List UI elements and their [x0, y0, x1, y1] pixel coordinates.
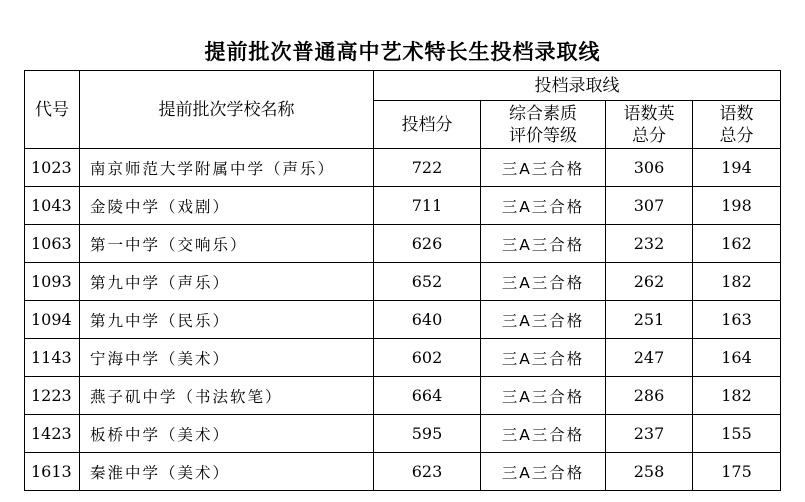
cell-code: 1094 — [25, 301, 80, 339]
cell-yw-total: 155 — [693, 415, 781, 453]
cell-code: 1023 — [25, 149, 80, 187]
cell-code: 1423 — [25, 415, 80, 453]
cell-quality-rating: 三A三合格 — [481, 187, 606, 225]
cell-school-name: 燕子矶中学（书法软笔） — [80, 377, 374, 415]
header-ywy-line1: 语数英 — [623, 103, 675, 124]
table-row — [25, 187, 781, 225]
cell-code: 1093 — [25, 263, 80, 301]
cell-yw-total: 162 — [693, 225, 781, 263]
cell-school-name: 第九中学（民乐） — [80, 301, 374, 339]
cell-ywy-total: 262 — [606, 263, 693, 301]
table-row — [25, 339, 781, 377]
admission-score-table — [24, 70, 781, 491]
cell-school-name: 第一中学（交响乐） — [80, 225, 374, 263]
page-title: 提前批次普通高中艺术特长生投档录取线 — [204, 40, 601, 64]
cell-code: 1613 — [25, 453, 80, 491]
cell-score: 623 — [374, 453, 481, 491]
table-row — [25, 149, 781, 187]
cell-ywy-total: 286 — [606, 377, 693, 415]
cell-yw-total: 182 — [693, 263, 781, 301]
cell-score: 595 — [374, 415, 481, 453]
cell-school-name: 南京师范大学附属中学（声乐） — [80, 149, 374, 187]
cell-score: 652 — [374, 263, 481, 301]
cell-school-name: 宁海中学（美术） — [80, 339, 374, 377]
cell-quality-rating: 三A三合格 — [481, 301, 606, 339]
cell-code: 1043 — [25, 187, 80, 225]
cell-school-name: 第九中学（声乐） — [80, 263, 374, 301]
table-body — [25, 149, 781, 491]
cell-score: 640 — [374, 301, 481, 339]
cell-quality-rating: 三A三合格 — [481, 263, 606, 301]
cell-code: 1223 — [25, 377, 80, 415]
header-quality-line1: 综合素质 — [509, 103, 577, 124]
cell-code: 1143 — [25, 339, 80, 377]
cell-yw-total: 163 — [693, 301, 781, 339]
cell-quality-rating: 三A三合格 — [481, 225, 606, 263]
cell-score: 602 — [374, 339, 481, 377]
header-yw-line2: 总分 — [719, 125, 754, 146]
cell-school-name: 金陵中学（戏剧） — [80, 187, 374, 225]
header-code: 代号 — [25, 71, 80, 149]
cell-quality-rating: 三A三合格 — [481, 339, 606, 377]
cell-score: 711 — [374, 187, 481, 225]
table-row — [25, 415, 781, 453]
table-row — [25, 453, 781, 491]
cell-ywy-total: 251 — [606, 301, 693, 339]
cell-ywy-total: 247 — [606, 339, 693, 377]
table-row — [25, 263, 781, 301]
header-ywy-line2: 总分 — [632, 125, 666, 146]
header-school-name: 提前批次学校名称 — [80, 71, 374, 149]
cell-school-name: 板桥中学（美术） — [80, 415, 374, 453]
cell-yw-total: 164 — [693, 339, 781, 377]
header-chinese-math-english-total — [606, 101, 693, 149]
cell-ywy-total: 232 — [606, 225, 693, 263]
cell-quality-rating: 三A三合格 — [481, 377, 606, 415]
header-quality-line2: 评价等级 — [509, 125, 577, 146]
table-row — [25, 301, 781, 339]
cell-score: 664 — [374, 377, 481, 415]
cell-score: 626 — [374, 225, 481, 263]
header-admission-line-group: 投档录取线 — [374, 71, 781, 101]
header-yw-line1: 语数 — [719, 103, 754, 124]
header-chinese-math-total — [693, 101, 781, 149]
cell-yw-total: 194 — [693, 149, 781, 187]
cell-ywy-total: 307 — [606, 187, 693, 225]
header-quality-rating — [481, 101, 606, 149]
cell-yw-total: 182 — [693, 377, 781, 415]
table-row — [25, 377, 781, 415]
cell-ywy-total: 237 — [606, 415, 693, 453]
cell-yw-total: 198 — [693, 187, 781, 225]
cell-school-name: 秦淮中学（美术） — [80, 453, 374, 491]
cell-quality-rating: 三A三合格 — [481, 149, 606, 187]
cell-quality-rating: 三A三合格 — [481, 453, 606, 491]
cell-quality-rating: 三A三合格 — [481, 415, 606, 453]
header-score: 投档分 — [374, 101, 481, 149]
cell-score: 722 — [374, 149, 481, 187]
cell-yw-total: 175 — [693, 453, 781, 491]
table-row — [25, 225, 781, 263]
cell-ywy-total: 258 — [606, 453, 693, 491]
cell-code: 1063 — [25, 225, 80, 263]
cell-ywy-total: 306 — [606, 149, 693, 187]
